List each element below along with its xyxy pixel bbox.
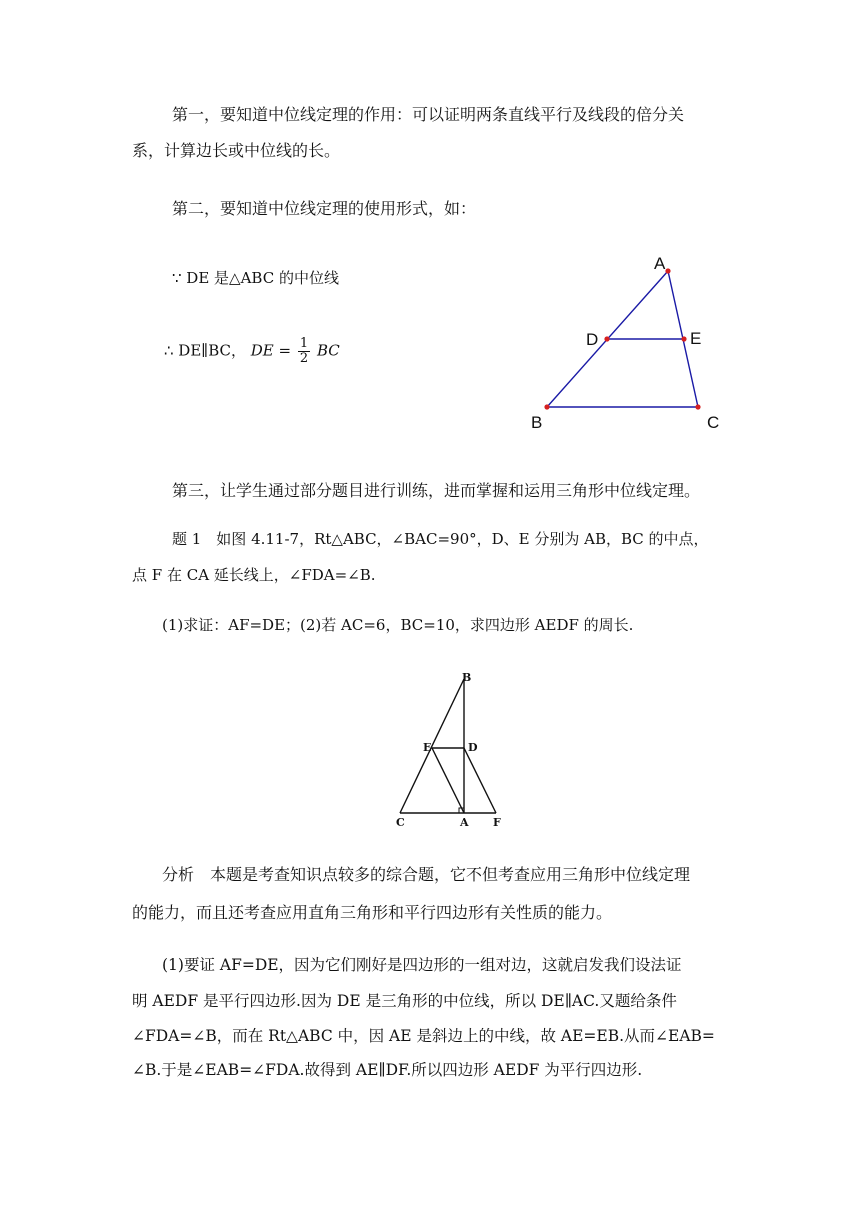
figure2-lines [400,679,496,813]
label-e: E [690,329,702,348]
proof-line-2: 明 AEDF 是平行四边形.因为 DE 是三角形的中位线，所以 DE∥AC.又题给条件 [132,992,677,1010]
label-a: A [460,816,469,829]
label-d: D [468,741,478,754]
point-d [604,336,609,341]
question-1-line-3: (1)求证：AF=DE；(2)若 AC=6，BC=10，求四边形 AEDF 的周长. [162,616,634,634]
paragraph-3: 第三，让学生通过部分题目进行训练，进而掌握和运用三角形中位线定理。 [172,481,701,500]
label-f: F [493,816,501,829]
figure-question-1 [390,668,510,834]
formula-lhs: DE [250,341,274,360]
figure-triangle-midline [520,250,730,440]
label-b: B [462,671,472,684]
formula-rhs: BC [316,341,340,360]
figure1-lines [547,271,698,407]
paragraph-1-line-1: 第一，要知道中位线定理的作用：可以证明两条直线平行及线段的倍分关 [172,105,685,124]
because-statement: ∵ DE 是△ABC 的中位线 [172,269,339,287]
paragraph-1-line-2: 系，计算边长或中位线的长。 [132,141,341,160]
point-a [665,268,670,273]
analysis-line-1: 分析 本题是考查知识点较多的综合题，它不但考查应用三角形中位线定理 [162,865,691,884]
question-1-line-1: 题 1 如图 4.11-7，Rt△ABC，∠BAC=90°，D、E 分别为 AB，BC 的中点， [172,530,709,548]
label-c: C [707,413,720,432]
label-c: C [396,816,405,829]
label-d: D [586,330,599,349]
label-e: E [423,741,432,754]
label-b: B [531,413,543,432]
point-e [681,336,686,341]
formula-eq: = [278,341,292,360]
fraction-denominator: 2 [299,351,309,366]
point-b [544,404,549,409]
formula-fraction [298,337,310,366]
analysis-line-2: 的能力，而且还考查应用直角三角形和平行四边形有关性质的能力。 [132,903,613,922]
point-c [695,404,700,409]
segment-df [464,748,496,813]
segment-ea [432,748,464,813]
therefore-statement [164,337,340,366]
proof-line-4: ∠B.于是∠EAB=∠FDA.故得到 AE∥DF.所以四边形 AEDF 为平行四边形. [132,1061,643,1079]
proof-line-1: (1)要证 AF=DE，因为它们刚好是四边形的一组对边，这就启发我们设法证 [162,956,682,974]
therefore-prefix: ∴ DE∥BC， [164,341,246,360]
question-1-line-2: 点 F 在 CA 延长线上，∠FDA=∠B. [132,566,376,584]
proof-line-3: ∠FDA=∠B，而在 Rt△ABC 中，因 AE 是斜边上的中线，故 AE=EB.从而∠EAB= [132,1027,715,1045]
paragraph-2: 第二，要知道中位线定理的使用形式，如： [172,199,477,218]
fraction-numerator: 1 [299,336,309,351]
label-a: A [654,254,666,273]
